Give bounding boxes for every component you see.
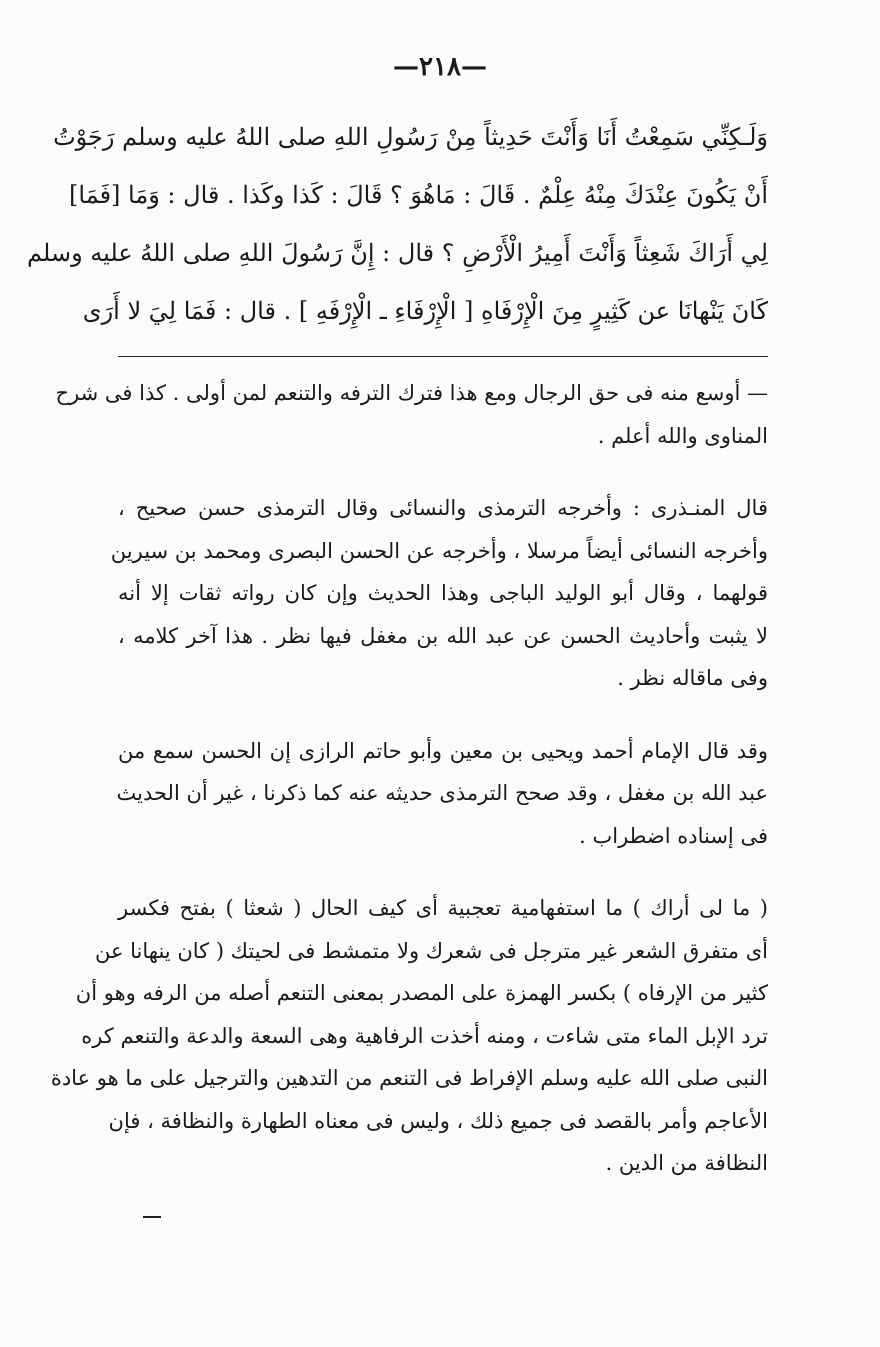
- footnote-line: لا يثبت وأحاديث الحسن عن عبد الله بن مغفل فيها نظر . هذا آخر كلامه ،: [118, 623, 768, 648]
- main-text-line: وَلَـكِنِّي سَمِعْتُ أَنَا وَأَنْتَ حَدِيثاً مِنْ رَسُولِ اللهِ صلى اللهُ عليه وسلم رَجَوْتُ: [53, 123, 768, 151]
- footnote-line: وفى ماقاله نظر .: [617, 666, 768, 690]
- footnote-line: الأعاجم وأمر بالقصد فى جميع ذلك ، وليس فى معناه الطهارة والنظافة ، فإن: [108, 1108, 768, 1133]
- footnote-line: قولهما ، وقال أبو الوليد الباجى وهذا الحديث وإن كان رواته ثقات إلا أنه: [118, 581, 768, 605]
- main-text-line: أَنْ يَكُونَ عِنْدَكَ مِنْهُ عِلْمٌ . قَالَ : مَاهُوَ ؟ قَالَ : كَذا وكَذا . قال : وَمَا [فَمَا]: [69, 181, 768, 209]
- footnote-line: النبى صلى الله عليه وسلم الإفراط فى التنعم من التدهين والترجيل على ما هو عادة: [50, 1066, 768, 1090]
- footnote-line: وقد قال الإمام أحمد ويحيى بن معين وأبو حاتم الرازى إن الحسن سمع من: [118, 738, 768, 763]
- footnote-line: ( ما لى أراك ) ما استفهامية تعجبية أى كيف الحال ( شعثا ) بفتح فكسر: [118, 896, 768, 920]
- main-text: [27, 108, 768, 340]
- page-number: —٢١٨—: [393, 52, 487, 82]
- main-text-line: لِي أَرَاكَ شَعِثاً وَأَنْتَ أَمِيرُ الْأَرْضِ ؟ قال : إِنَّ رَسُولَ اللهِ صلى اللهُ عليه وسلم: [27, 239, 768, 267]
- footnote-line: كثير من الإرفاه ) بكسر الهمزة على المصدر بمعنى التنعم أصله من الرفه وهو أن: [75, 981, 768, 1005]
- footnote-divider: [118, 356, 768, 357]
- continuation-dash: [143, 1216, 161, 1218]
- footnote-line: أى متفرق الشعر غير مترجل فى شعرك ولا متمشط فى لحيتك ( كان ينهانا عن: [94, 938, 768, 963]
- footnote-line: عبد الله بن مغفل ، وقد صحح الترمذى حديثه عنه كما ذكرنا ، غير أن الحديث: [116, 781, 768, 805]
- footnote-paragraph: [110, 487, 768, 700]
- main-text-line: كَانَ يَنْهانَا عن كَثِيرٍ مِنَ الْإِرْفَاهِ [ الْإِرْفَاءِ ـ الْإِرْفَهِ ] . قال : فَمَا لِيَ لا أَرَى: [82, 297, 768, 325]
- footnote-paragraph: [50, 887, 768, 1185]
- footnote-line: — أوسع منه فى حق الرجال ومع هذا فترك الترفه والتنعم لمن أولى . كذا فى شرح: [55, 381, 768, 405]
- footnote-line: ترد الإبل الماء متى شاءت ، ومنه أخذت الرفاهية وهى السعة والدعة والتنعم كره: [81, 1023, 768, 1048]
- footnote-paragraph: [118, 730, 768, 858]
- footnote-line: المناوى والله أعلم .: [597, 423, 768, 448]
- footnote-line: فى إسناده اضطراب .: [579, 823, 768, 848]
- footnote-line: قال المنـذرى : وأخرجه الترمذى والنسائى وقال الترمذى حسن صحيح ،: [118, 496, 768, 520]
- footnote-line: النظافة من الدين .: [605, 1151, 768, 1175]
- footnote-paragraph: [55, 372, 768, 457]
- footnote-line: وأخرجه النسائى أيضاً مرسلا ، وأخرجه عن الحسن البصرى ومحمد بن سيرين: [110, 538, 768, 563]
- footnotes: [50, 372, 768, 1185]
